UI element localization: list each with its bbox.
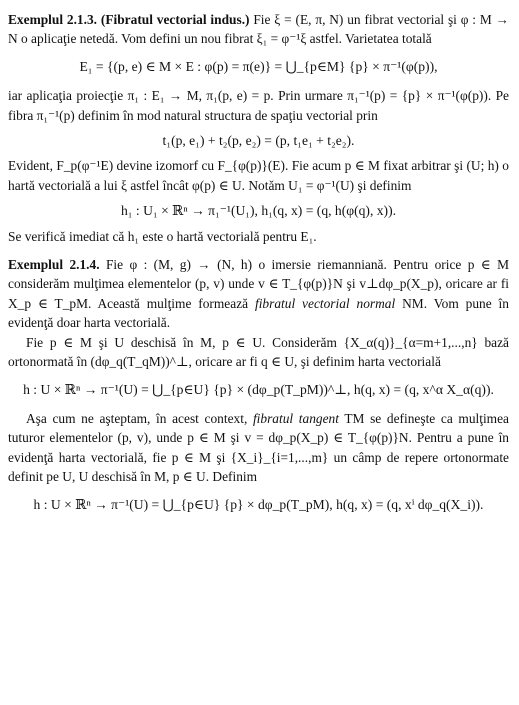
example-2-1-3-heading: Exemplul 2.1.3. — [8, 12, 98, 27]
orthonormal-basis-paragraph: Fie p ∈ M şi U deschisă în M, p ∈ U. Considerăm {X_α(q)}_{α=m+1,...,n} bază ortonormată în (dφ_q(T_qM))^⊥, oricare ar fi q ∈ U, şi definim harta vectorială — [8, 334, 509, 370]
equation-tangent-chart: h : U × ℝⁿ → π⁻¹(U) = ⋃_{p∈U} {p} × dφ_p(T_pM), h(q, x) = (q, xⁱ dφ_q(X_i)). — [33, 496, 484, 512]
example-2-1-4-intro — [8, 255, 509, 333]
equation-total-space: E₁ = {(p, e) ∈ M × E : φ(p) = π(e)} = ⋃_{p∈M} {p} × π⁻¹(φ(p)), — [79, 58, 438, 74]
equation-normal-chart: h : U × ℝⁿ → π⁻¹(U) = ⋃_{p∈U} {p} × (dφ_p(T_pM))^⊥, h(q, x) = (q, x^α X_α(q)). — [23, 381, 494, 397]
projection-paragraph: iar aplicaţia proiecţie π₁ : E₁ → M, π₁(p, e) = p. Prin urmare π₁⁻¹(p) = {p} × π⁻¹(φ(p)). Pe fibra π₁⁻¹(p) definim în mod natural structura de spaţiu vectorial prin — [8, 88, 509, 123]
example-2-1-4-text-b: NM. Vom pune în evidenţă doar harta vectorială. — [8, 295, 509, 331]
equation-induced-chart: h₁ : U₁ × ℝⁿ → π₁⁻¹(U₁), h₁(q, x) = (q, h(φ(q), x)). — [121, 203, 396, 219]
example-2-1-4-heading: Exemplul 2.1.4. — [8, 257, 100, 273]
example-2-1-4-text-a: Fie φ : (M, g) → (N, h) o imersie riemanniană. Pentru orice p ∈ M considerăm mulţimea elementelor (p, v) unde v ∈ T_{φ(p)}N şi v⊥dφ_p(X_p), oricare ar fi X_p ∈ T_pM. Această mulţime formează — [8, 257, 509, 311]
tangent-bundle-term: fibratul tangent — [252, 410, 339, 426]
example-2-1-3-intro — [8, 10, 509, 49]
example-2-1-3-title: (Fibratul vectorial indus.) — [100, 12, 250, 27]
verification-paragraph: Se verifică imediat că h₁ este o hartă vectorială pentru E₁. — [8, 228, 317, 244]
tangent-bundle-paragraph — [8, 409, 509, 487]
document-page — [8, 10, 509, 524]
tangent-text-a: Aşa cum ne aşteptam, în acest context, — [26, 410, 248, 426]
isomorphism-paragraph: Evident, F_p(φ⁻¹E) devine izomorf cu F_{φ(p)}(E). Fie acum p ∈ M fixat arbitrar şi (U; h) o hartă vectorială a lui ξ astfel încât φ(p) ∈ U. Notăm U₁ = φ⁻¹(U) şi definim — [8, 158, 509, 193]
example-2-1-4-normal-bundle-term: fibratul vectorial normal — [254, 295, 396, 311]
equation-vector-structure: t₁(p, e₁) + t₂(p, e₂) = (p, t₁e₁ + t₂e₂). — [162, 133, 355, 149]
tangent-text-b: TM se defineşte ca mulţimea tuturor elementelor (p, v), unde p ∈ M şi v = dφ_p(X_p) ∈ T_{φ(p)}N. Pentru a pune în evidenţă harta vectorială, fie p ∈ M şi {X_i}_{i=1,...,m} un câmp de repere ortonormate definit pe U, U deschisă în M, p ∈ U. Definim — [8, 410, 509, 485]
example-2-1-3-intro-text: Fie ξ = (E, π, N) un fibrat vectorial şi φ : M → N o aplicaţie netedă. Vom defini un nou fibrat ξ₁ = φ⁻¹ξ astfel. Varietatea totală — [8, 12, 509, 47]
